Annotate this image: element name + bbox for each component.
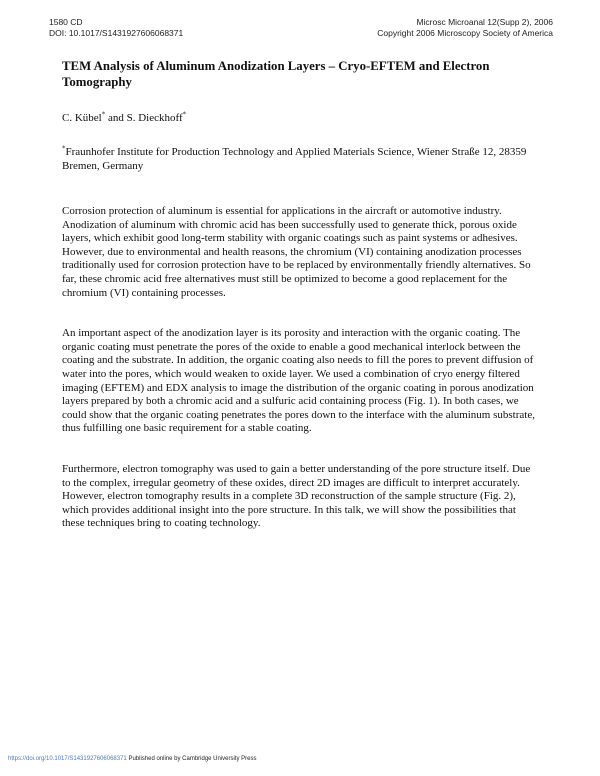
doi-label: DOI: 10.1017/S1431927606068371 <box>49 28 184 38</box>
journal-citation: Microsc Microanal 12(Supp 2), 2006 <box>416 17 553 27</box>
paragraph-2: An important aspect of the anodization layer is its porosity and interaction with the organic coating. The organic coating must penetrate the pores of the oxide to enable a good mechanical interlock between the coating and the substrate. In addition, the organic coating also needs to fill the pores to prevent diffusion of water into the pores, which would weaken to oxide layer. We used a combination of cryo energy filtered imaging (EFTEM) and EDX analysis to image the distribution of the organic coating in porous anodization layers prepared by both a chromic acid and a sulfuric acid containing process (Fig. 1). In both cases, we could show that the organic coating penetrates the pores down to the interface with the aluminum substrate, thus fulfilling one basic requirement for a stable coating. <box>62 327 535 435</box>
author-line <box>62 111 538 125</box>
article-title: TEM Analysis of Aluminum Anodization Layers – Cryo-EFTEM and Electron Tomography <box>62 59 490 89</box>
author-marker: * <box>101 110 106 119</box>
affiliation-marker: * <box>62 144 66 153</box>
page-number: 1580 CD <box>49 17 83 27</box>
author-name: S. Dieckhoff <box>126 112 183 124</box>
doi-link[interactable]: https://doi.org/10.1017/S1431927606068371 <box>8 756 127 762</box>
affiliation-text: Fraunhofer Institute for Production Technology and Applied Materials Science, Wiener Straße 12, 28359 Bremen, Germany <box>62 146 527 172</box>
author-marker: * <box>182 110 187 119</box>
article-body <box>62 58 538 542</box>
page-header-right <box>377 17 553 39</box>
author-separator: and <box>105 112 127 124</box>
copyright-notice: Copyright 2006 Microscopy Society of America <box>377 28 553 38</box>
paragraph-3: Furthermore, electron tomography was used to gain a better understanding of the pore structure itself. Due to the complex, irregular geometry of these oxides, direct 2D images are difficult to interpret accurately. However, electron tomography results in a complete 3D reconstruction of the sample structure (Fig. 2), which provides additional insight into the pore structure. In this talk, we will show the possibilities that these techniques bring to coating technology. <box>62 462 531 530</box>
publisher-note: Published online by Cambridge University Press <box>126 756 257 762</box>
paragraph-1: Corrosion protection of aluminum is essential for applications in the aircraft or automotive industry. Anodization of aluminum with chromic acid has been successfully used to generate thick, porous oxide layers, which exhibit good long-term stability with organic coatings such as paint systems or adhesives. However, due to environmental and health reasons, the chromium (VI) containing anodization processes traditionally used for corrosion protection have to be replaced by environmentally friendly alternatives. So far, these chromic acid free alternatives must still be optimized to become a good replacement for the chromium (VI) containing processes. <box>62 205 531 299</box>
author-name: C. Kübel <box>62 112 102 124</box>
page-header-left <box>49 17 183 39</box>
page-footer <box>8 756 257 762</box>
affiliation <box>62 145 538 173</box>
